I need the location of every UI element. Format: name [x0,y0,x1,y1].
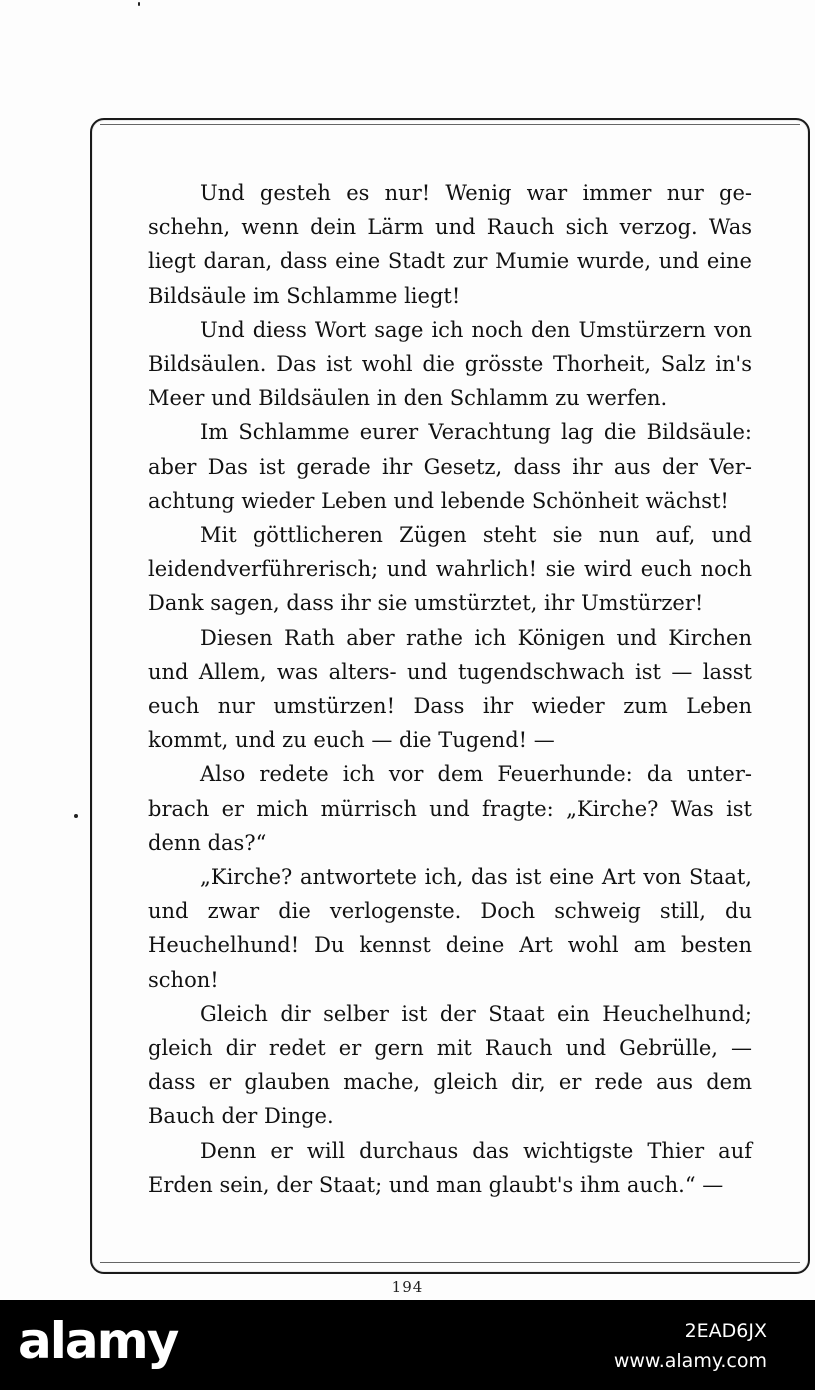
text-line: Mit göttlicheren Zügen steht sie nun auf, und [200,523,752,548]
text-line: und zwar die verlogenste. Doch schweig still, du [148,899,752,924]
frame-top-rule [100,124,800,125]
text-line: achtung wieder Leben und lebende Schönheit wächst! [148,488,729,513]
text-line: Dank sagen, dass ihr sie umstürztet, ihr Umstürzer! [148,591,704,616]
frame-bottom-rule [100,1262,800,1263]
page-number: 194 [391,1278,424,1296]
paragraph-8 [148,997,752,1134]
text-line: euch nur umstürzen! Dass ihr wieder zum Leben [148,694,752,719]
text-line: Heuchelhund! Du kennst deine Art wohl am besten [148,933,752,958]
paragraph-3 [148,415,752,518]
paragraph-7 [148,860,752,997]
body-text [148,176,752,1202]
paragraph-1 [148,176,752,313]
margin-speck [74,814,78,818]
text-line: liegt daran, dass eine Stadt zur Mumie wurde, und eine [148,249,752,274]
text-line: Und diess Wort sage ich noch den Umstürzern von [200,317,752,342]
margin-speck [138,2,140,6]
paragraph-5 [148,621,752,758]
text-line: Also redete ich vor dem Feuerhunde: da unter- [200,762,752,787]
text-line: Und gesteh es nur! Wenig war immer nur ge- [200,181,752,205]
text-line: schon! [148,967,219,992]
text-line: gleich dir redet er gern mit Rauch und Gebrülle, — [148,1036,752,1061]
text-line: Im Schlamme eurer Verachtung lag die Bildsäule: [200,420,752,445]
text-line: und Allem, was alters- und tugendschwach ist — lasst [148,659,752,684]
watermark-url: www.alamy.com [613,1350,767,1372]
text-line: Gleich dir selber ist der Staat ein Heuchelhund; [200,1001,752,1026]
text-line: Bauch der Dinge. [148,1104,334,1129]
text-line: Meer und Bildsäulen in den Schlamm zu werfen. [148,386,668,411]
paragraph-9 [148,1134,752,1202]
paragraph-4 [148,518,752,621]
text-line: „Kirche? antwortete ich, das ist eine Art von Staat, [200,865,752,890]
text-line: aber Das ist gerade ihr Gesetz, dass ihr aus der Ver- [148,454,752,479]
text-line: brach er mich mürrisch und fragte: „Kirche? Was ist [148,796,752,821]
paragraph-2 [148,313,752,416]
text-line: schehn, wenn dein Lärm und Rauch sich verzog. Was [148,215,752,240]
text-line: denn das?“ [148,830,267,855]
text-line: kommt, und zu euch — die Tugend! — [148,728,555,753]
text-line: dass er glauben mache, gleich dir, er rede aus dem [148,1070,752,1095]
text-line: Erden sein, der Staat; und man glaubt's ihm auch.“ — [148,1172,724,1197]
text-line: Bildsäule im Schlamme liegt! [148,283,461,308]
text-line: Diesen Rath aber rathe ich Königen und Kirchen [200,625,752,650]
text-line: Bildsäulen. Das ist wohl die grösste Thorheit, Salz in's [148,352,752,377]
watermark-logo: alamy [18,1312,178,1370]
paragraph-6 [148,757,752,860]
text-line: leidendverführerisch; und wahrlich! sie wird euch noch [148,557,752,582]
watermark-image-id: 2EAD6JX [684,1320,767,1342]
text-line: Denn er will durchaus das wichtigste Thier auf [200,1138,752,1163]
